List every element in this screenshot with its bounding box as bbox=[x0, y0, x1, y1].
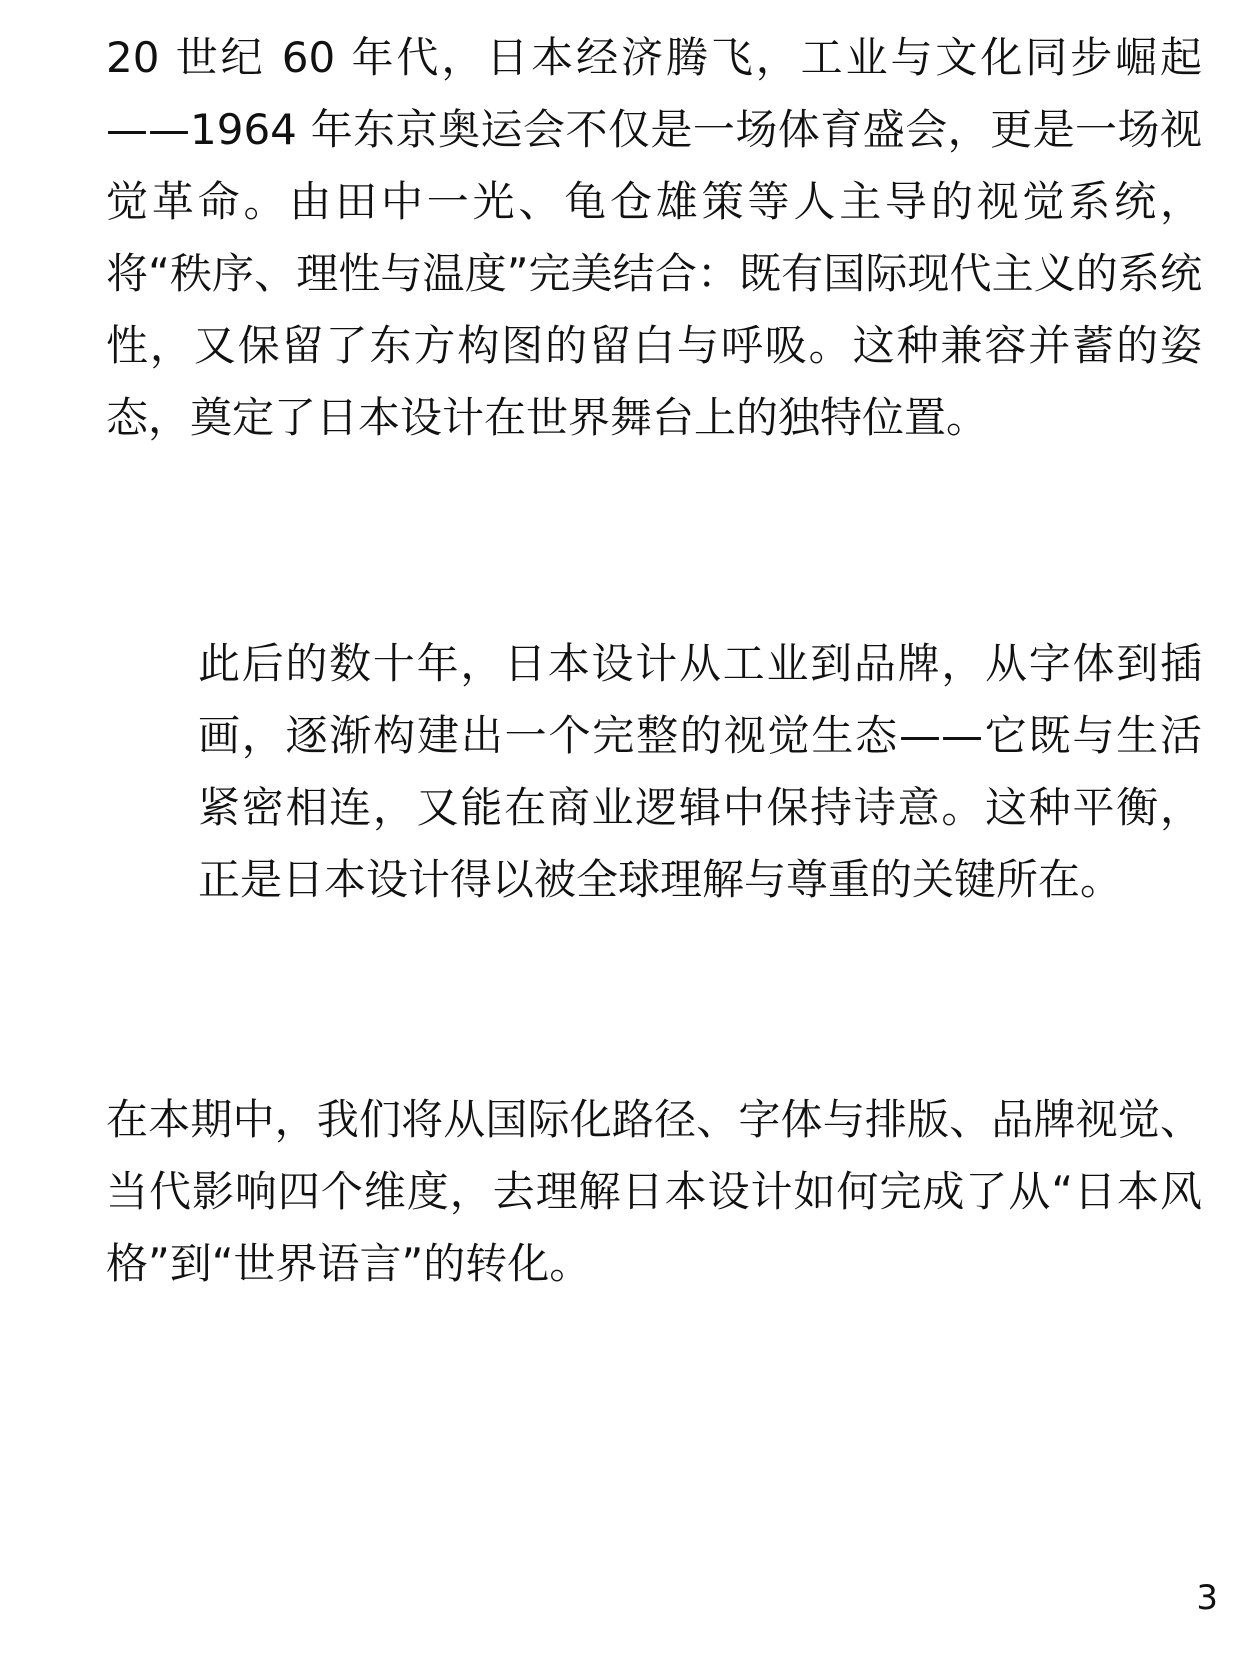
closing-paragraph: 在本期中，我们将从国际化路径、字体与排版、品牌视觉、当代影响四个维度，去理解日本设计如何完成了从“日本风格”到“世界语言”的转化。 bbox=[106, 1095, 1202, 1288]
indented-paragraph: 此后的数十年，日本设计从工业到品牌，从字体到插画，逐渐构建出一个完整的视觉生态——它既与生活紧密相连，又能在商业逻辑中保持诗意。这种平衡，正是日本设计得以被全球理解与尊重的关键所在。 bbox=[198, 639, 1202, 904]
page-number: 3 bbox=[1196, 1578, 1218, 1618]
intro-paragraph: 20 世纪 60 年代，日本经济腾飞，工业与文化同步崛起——1964 年东京奥运会不仅是一场体育盛会，更是一场视觉革命。由田中一光、龟仓雄策等人主导的视觉系统，将“秩序、理性与温度”完美结合：既有国际现代主义的系统性，又保留了东方构图的留白与呼吸。这种兼容并蓄的姿态，奠定了日本设计在世界舞台上的独特位置。 bbox=[106, 33, 1202, 442]
